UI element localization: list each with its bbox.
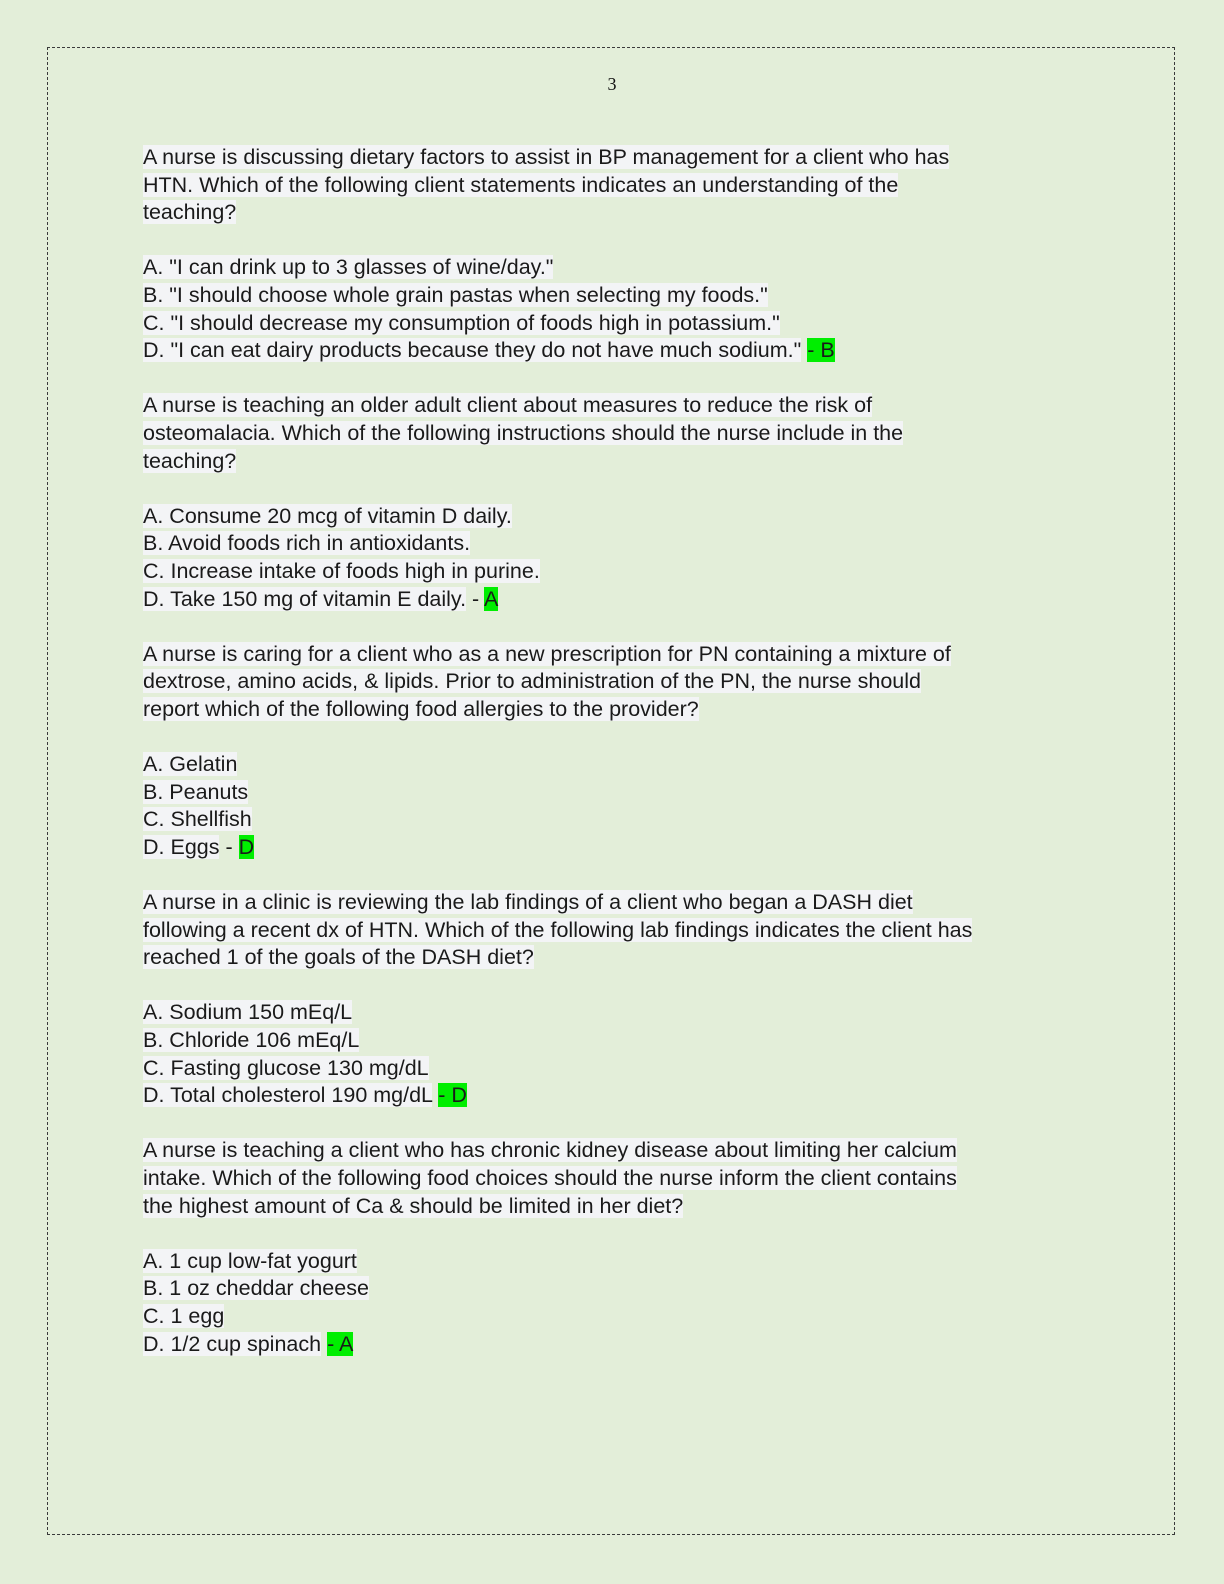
option-text: D. "I can eat dairy products because they do not have much sodium." <box>143 338 802 363</box>
answer-options <box>143 503 1083 613</box>
option-text: A. Consume 20 mcg of vitamin D daily. <box>143 503 512 528</box>
question-stem-line: dextrose, amino acids, & lipids. Prior to administration of the PN, the nurse should <box>143 669 921 694</box>
page-number: 3 <box>607 74 617 94</box>
option-item <box>143 310 1083 338</box>
question-stem-line: following a recent dx of HTN. Which of the following lab findings indicates the client has <box>143 917 973 942</box>
option-text: B. "I should choose whole grain pastas when selecting my foods." <box>143 282 768 307</box>
option-text: C. "I should decrease my consumption of foods high in potassium." <box>143 310 780 335</box>
option-item <box>143 1275 1083 1303</box>
question-stem-line: A nurse in a clinic is reviewing the lab findings of a client who began a DASH diet <box>143 890 913 915</box>
option-text: B. Chloride 106 mEq/L <box>143 1028 360 1052</box>
question-stem <box>143 1137 1083 1220</box>
option-text: C. Shellfish <box>143 807 252 832</box>
answer-key-highlight: D <box>238 834 255 859</box>
question-stem-line: report which of the following food allergies to the provider? <box>143 696 699 721</box>
option-text: C. 1 egg <box>143 1303 225 1328</box>
answer-key-highlight: A <box>483 586 499 611</box>
question-block <box>143 641 1083 862</box>
question-stem <box>143 392 1083 475</box>
option-text: D. 1/2 cup spinach <box>143 1331 322 1356</box>
answer-key-highlight: - B <box>807 338 835 363</box>
question-stem-line: teaching? <box>143 200 237 225</box>
option-item <box>143 751 1083 779</box>
question-stem-line: A nurse is caring for a client who as a new prescription for PN containing a mixture of <box>143 641 951 666</box>
option-item <box>143 999 1083 1027</box>
answer-options <box>143 751 1083 861</box>
option-item <box>143 779 1083 807</box>
question-stem-line: A nurse is teaching a client who has chronic kidney disease about limiting her calcium <box>143 1138 957 1163</box>
question-stem-line: teaching? <box>143 448 237 473</box>
question-block <box>143 392 1083 613</box>
option-text: D. Eggs <box>143 834 220 859</box>
question-stem-line: HTN. Which of the following client statements indicates an understanding of the <box>143 172 899 197</box>
option-text: D. Total cholesterol 190 mg/dL <box>143 1083 433 1108</box>
question-stem-line: intake. Which of the following food choices should the nurse inform the client contains <box>143 1165 957 1190</box>
option-item <box>143 530 1083 558</box>
option-text: D. Take 150 mg of vitamin E daily. <box>143 586 467 611</box>
option-item <box>143 1303 1083 1331</box>
option-item <box>143 1248 1083 1276</box>
option-item <box>143 1331 1083 1359</box>
option-text: B. 1 oz cheddar cheese <box>143 1276 369 1301</box>
option-text: C. Increase intake of foods high in purine. <box>143 558 540 583</box>
option-text: B. Avoid foods rich in antioxidants. <box>143 531 471 556</box>
question-stem-line: osteomalacia. Which of the following instructions should the nurse include in the <box>143 420 904 445</box>
option-text: B. Peanuts <box>143 779 249 804</box>
option-text: A. Gelatin <box>143 752 238 777</box>
question-stem <box>143 889 1083 972</box>
option-item <box>143 1055 1083 1083</box>
option-text: A. "I can drink up to 3 glasses of wine/day." <box>143 255 554 280</box>
question-stem-line: A nurse is discussing dietary factors to assist in BP management for a client who has <box>143 145 950 169</box>
option-item <box>143 806 1083 834</box>
question-stem <box>143 641 1083 724</box>
answer-key-highlight: - A <box>327 1331 354 1356</box>
document-body <box>143 144 1083 1386</box>
answer-options <box>143 1248 1083 1358</box>
option-item <box>143 282 1083 310</box>
option-item <box>143 254 1083 282</box>
question-stem-line: the highest amount of Ca & should be limited in her diet? <box>143 1193 684 1218</box>
option-item <box>143 558 1083 586</box>
option-item <box>143 834 1083 862</box>
option-item <box>143 337 1083 365</box>
option-text: C. Fasting glucose 130 mg/dL <box>143 1055 429 1080</box>
answer-options <box>143 254 1083 364</box>
question-block <box>143 144 1083 365</box>
option-text: A. Sodium 150 mEq/L <box>143 1000 353 1025</box>
question-stem-line: A nurse is teaching an older adult client about measures to reduce the risk of <box>143 393 873 418</box>
option-item <box>143 586 1083 614</box>
answer-prefix: - <box>219 834 239 859</box>
question-stem-line: reached 1 of the goals of the DASH diet? <box>143 945 534 970</box>
option-text: A. 1 cup low-fat yogurt <box>143 1248 357 1273</box>
option-item <box>143 503 1083 531</box>
question-block <box>143 889 1083 1110</box>
option-item <box>143 1082 1083 1110</box>
question-stem <box>143 144 1083 227</box>
question-block <box>143 1137 1083 1358</box>
option-item <box>143 1027 1083 1055</box>
answer-key-highlight: - D <box>438 1083 467 1108</box>
answer-prefix: - <box>466 586 484 611</box>
answer-options <box>143 999 1083 1109</box>
